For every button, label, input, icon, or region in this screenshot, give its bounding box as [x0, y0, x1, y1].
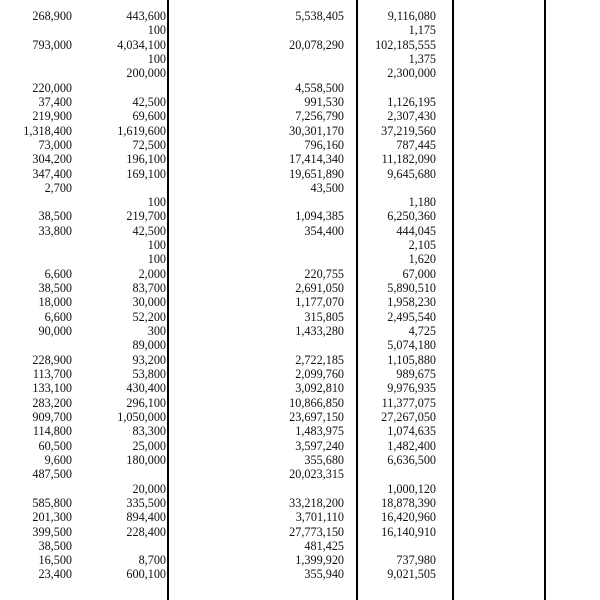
- table-cell: 201,300: [32, 510, 72, 525]
- table-cell: 43,500: [310, 180, 344, 195]
- table-cell: 18,000: [38, 295, 72, 310]
- table-cell: [0, 239, 72, 252]
- table-cell: 1,483,975: [295, 424, 344, 439]
- table-cell: [0, 483, 72, 496]
- table-cell: 1,050,000: [117, 409, 166, 424]
- table-cell: 4,725: [408, 324, 436, 339]
- table-cell: 443,600: [126, 9, 166, 23]
- table-cell: 3,092,810: [295, 381, 344, 396]
- table-cell: 347,400: [32, 166, 72, 181]
- table-cell: 2,495,540: [387, 309, 436, 324]
- table-cell: 20,023,315: [289, 467, 344, 482]
- table-cell: 33,800: [38, 223, 72, 238]
- table-row: [0, 153, 600, 166]
- table-cell: 16,140,910: [381, 524, 436, 539]
- table-cell: 37,400: [38, 94, 72, 109]
- table-cell: 5,538,405: [295, 9, 344, 23]
- table-cell: 89,000: [132, 338, 166, 353]
- table-cell: 4,034,100: [117, 37, 166, 52]
- table-cell: 228,900: [32, 352, 72, 367]
- table-cell: 399,500: [32, 524, 72, 539]
- table-cell: 30,301,170: [289, 123, 344, 138]
- table-cell: 11,182,090: [381, 152, 436, 167]
- table-cell: 11,377,075: [381, 395, 436, 410]
- table-row: [0, 526, 600, 539]
- table-cell: 354,400: [304, 223, 344, 238]
- table-cell: 796,160: [304, 137, 344, 152]
- table-cell: 787,445: [396, 137, 436, 152]
- table-cell: 585,800: [32, 495, 72, 510]
- table-cell: 9,021,505: [387, 567, 436, 582]
- table-row: [0, 253, 600, 266]
- table-row: [0, 540, 600, 553]
- table-row: [0, 311, 600, 324]
- table-cell: [260, 182, 436, 195]
- table-cell: 42,500: [132, 223, 166, 238]
- table-cell: 30,000: [132, 295, 166, 310]
- table-cell: 315,805: [304, 309, 344, 324]
- table-cell: 268,900: [32, 9, 72, 23]
- table-row: [0, 397, 600, 410]
- table-row: [0, 182, 600, 195]
- table-row: [0, 96, 600, 109]
- table-cell: 991,530: [304, 94, 344, 109]
- table-row: [0, 497, 600, 510]
- table-row: [0, 483, 600, 496]
- table-cell: 69,600: [132, 109, 166, 124]
- table-cell: 8,700: [138, 553, 166, 568]
- table-cell: [0, 253, 72, 266]
- table-cell: 1,175: [408, 23, 436, 38]
- table-cell: 9,600: [44, 452, 72, 467]
- table-cell: 1,375: [408, 51, 436, 66]
- table-cell: 1,180: [408, 195, 436, 210]
- table-cell: 33,218,200: [289, 495, 344, 510]
- table-row: [0, 282, 600, 295]
- table-cell: 42,500: [132, 94, 166, 109]
- table-cell: 10,866,850: [289, 395, 344, 410]
- table-cell: [0, 24, 72, 37]
- table-row: [0, 239, 600, 252]
- table-cell: 1,000,120: [387, 481, 436, 496]
- table-cell: 73,000: [38, 137, 72, 152]
- table-cell: 989,675: [396, 367, 436, 381]
- table-cell: 83,300: [132, 424, 166, 439]
- table-cell: 19,651,890: [289, 166, 344, 181]
- table-row: [0, 10, 600, 23]
- table-cell: 23,697,150: [289, 409, 344, 424]
- table-cell: 100: [147, 252, 166, 267]
- table-row: [0, 511, 600, 524]
- table-cell: 17,414,340: [289, 152, 344, 167]
- table-row: [0, 368, 600, 381]
- table-cell: 220,000: [32, 80, 72, 95]
- table-cell: 113,700: [32, 367, 72, 381]
- table-cell: 4,558,500: [295, 80, 344, 95]
- table-row: [0, 382, 600, 395]
- table-cell: [260, 82, 436, 95]
- table-row: [0, 53, 600, 66]
- table-cell: 169,100: [126, 166, 166, 181]
- table-cell: 38,500: [38, 281, 72, 296]
- table-cell: 6,636,500: [387, 452, 436, 467]
- table-cell: 37,219,560: [381, 123, 436, 138]
- table-cell: 1,094,385: [295, 209, 344, 224]
- column-divider: [167, 0, 169, 600]
- table-cell: 304,200: [32, 152, 72, 167]
- table-row: [0, 210, 600, 223]
- table-row: [0, 325, 600, 338]
- table-cell: 180,000: [126, 452, 166, 467]
- table-cell: 93,200: [132, 352, 166, 367]
- table-row: [0, 168, 600, 181]
- table-cell: 38,500: [38, 538, 72, 553]
- table-cell: [0, 339, 72, 352]
- table-cell: 909,700: [32, 409, 72, 424]
- table-cell: 219,700: [126, 209, 166, 224]
- table-cell: 296,100: [126, 395, 166, 410]
- table-cell: 6,600: [44, 266, 72, 281]
- table-row: [0, 554, 600, 567]
- table-cell: 7,256,790: [295, 109, 344, 124]
- column-divider: [452, 0, 454, 600]
- table-cell: [80, 468, 166, 481]
- table-cell: [80, 182, 166, 195]
- table-cell: 60,500: [38, 438, 72, 453]
- column-divider: [356, 0, 358, 600]
- table-row: [0, 296, 600, 309]
- table-cell: 114,800: [32, 424, 72, 439]
- table-cell: 481,425: [304, 538, 344, 553]
- table-cell: 355,680: [304, 452, 344, 467]
- table-row: [0, 82, 600, 95]
- table-cell: 283,200: [32, 395, 72, 410]
- table-cell: 27,773,150: [289, 524, 344, 539]
- table-cell: 6,600: [44, 309, 72, 324]
- table-cell: 16,420,960: [381, 510, 436, 525]
- table-cell: 83,700: [132, 281, 166, 296]
- column-divider: [544, 0, 546, 600]
- table-cell: 23,400: [38, 567, 72, 582]
- table-cell: 200,000: [126, 66, 166, 81]
- table-row: [0, 125, 600, 138]
- table-cell: 100: [147, 238, 166, 253]
- table-cell: [0, 53, 72, 66]
- table-cell: 1,177,070: [295, 295, 344, 310]
- table-cell: [80, 540, 166, 553]
- table-cell: [0, 196, 72, 209]
- table-cell: 6,250,360: [387, 209, 436, 224]
- table-cell: 52,200: [132, 309, 166, 324]
- table-cell: 133,100: [32, 381, 72, 396]
- table-cell: 487,500: [32, 467, 72, 482]
- table-cell: 20,000: [132, 481, 166, 496]
- table-cell: 1,958,230: [387, 295, 436, 310]
- table-cell: 600,100: [126, 567, 166, 582]
- table-cell: 1,433,280: [295, 324, 344, 339]
- table-cell: [260, 540, 436, 553]
- table-cell: 2,300,000: [387, 66, 436, 81]
- table-cell: 38,500: [38, 209, 72, 224]
- table-row: [0, 440, 600, 453]
- table-cell: 1,619,600: [117, 123, 166, 138]
- table-cell: 444,045: [396, 223, 436, 238]
- table-cell: 793,000: [32, 37, 72, 52]
- table-row: [0, 110, 600, 123]
- table-cell: 1,399,920: [295, 553, 344, 568]
- table-cell: [0, 67, 72, 80]
- table-cell: 53,800: [132, 367, 166, 381]
- table-cell: 228,400: [126, 524, 166, 539]
- table-cell: 100: [147, 51, 166, 66]
- table-cell: 737,980: [396, 553, 436, 568]
- table-cell: 2,000: [138, 266, 166, 281]
- table-row: [0, 268, 600, 281]
- table-cell: 2,105: [408, 238, 436, 253]
- table-row: [0, 454, 600, 467]
- table-cell: 3,597,240: [295, 438, 344, 453]
- table-cell: 355,940: [304, 567, 344, 582]
- table-cell: 27,267,050: [381, 409, 436, 424]
- table-cell: 196,100: [126, 152, 166, 167]
- table-row: [0, 225, 600, 238]
- table-row: [0, 196, 600, 209]
- table-cell: 9,976,935: [387, 381, 436, 396]
- table-cell: 25,000: [132, 438, 166, 453]
- table-cell: 5,890,510: [387, 281, 436, 296]
- table-cell: 220,755: [304, 266, 344, 281]
- table-cell: 1,620: [408, 252, 436, 267]
- table-cell: [80, 82, 166, 95]
- table-cell: 1,126,195: [387, 94, 436, 109]
- table-row: [0, 67, 600, 80]
- table-cell: [260, 468, 436, 481]
- table-cell: 1,105,880: [387, 352, 436, 367]
- table-row: [0, 339, 600, 352]
- table-row: [0, 139, 600, 152]
- table-cell: 9,116,080: [387, 9, 436, 23]
- table-cell: 2,700: [44, 180, 72, 195]
- table-cell: 335,500: [126, 495, 166, 510]
- table-cell: 18,878,390: [381, 495, 436, 510]
- table-cell: 5,074,180: [387, 338, 436, 353]
- table-row: [0, 568, 600, 581]
- table-cell: 16,500: [38, 553, 72, 568]
- table-row: [0, 425, 600, 438]
- table-cell: 72,500: [132, 137, 166, 152]
- table-cell: 1,318,400: [23, 123, 72, 138]
- table-cell: 100: [147, 23, 166, 38]
- table-cell: 2,099,760: [295, 367, 344, 381]
- table-cell: 2,691,050: [295, 281, 344, 296]
- table-cell: 1,482,400: [387, 438, 436, 453]
- table-cell: 102,185,555: [375, 37, 436, 52]
- table-cell: 67,000: [402, 266, 436, 281]
- table-cell: 1,074,635: [387, 424, 436, 439]
- table-cell: 300: [147, 324, 166, 339]
- table-row: [0, 411, 600, 424]
- table-cell: 3,701,110: [295, 510, 344, 525]
- table-row: [0, 24, 600, 37]
- table-cell: 2,307,430: [387, 109, 436, 124]
- table-cell: 90,000: [38, 324, 72, 339]
- table-cell: 894,400: [126, 510, 166, 525]
- table-cell: 9,645,680: [387, 166, 436, 181]
- table-cell: 430,400: [126, 381, 166, 396]
- table-cell: 20,078,290: [289, 37, 344, 52]
- table-row: [0, 468, 600, 481]
- table-cell: 2,722,185: [295, 352, 344, 367]
- table-cell: 219,900: [32, 109, 72, 124]
- table-row: [0, 354, 600, 367]
- table-cell: 100: [147, 195, 166, 210]
- table-row: [0, 39, 600, 52]
